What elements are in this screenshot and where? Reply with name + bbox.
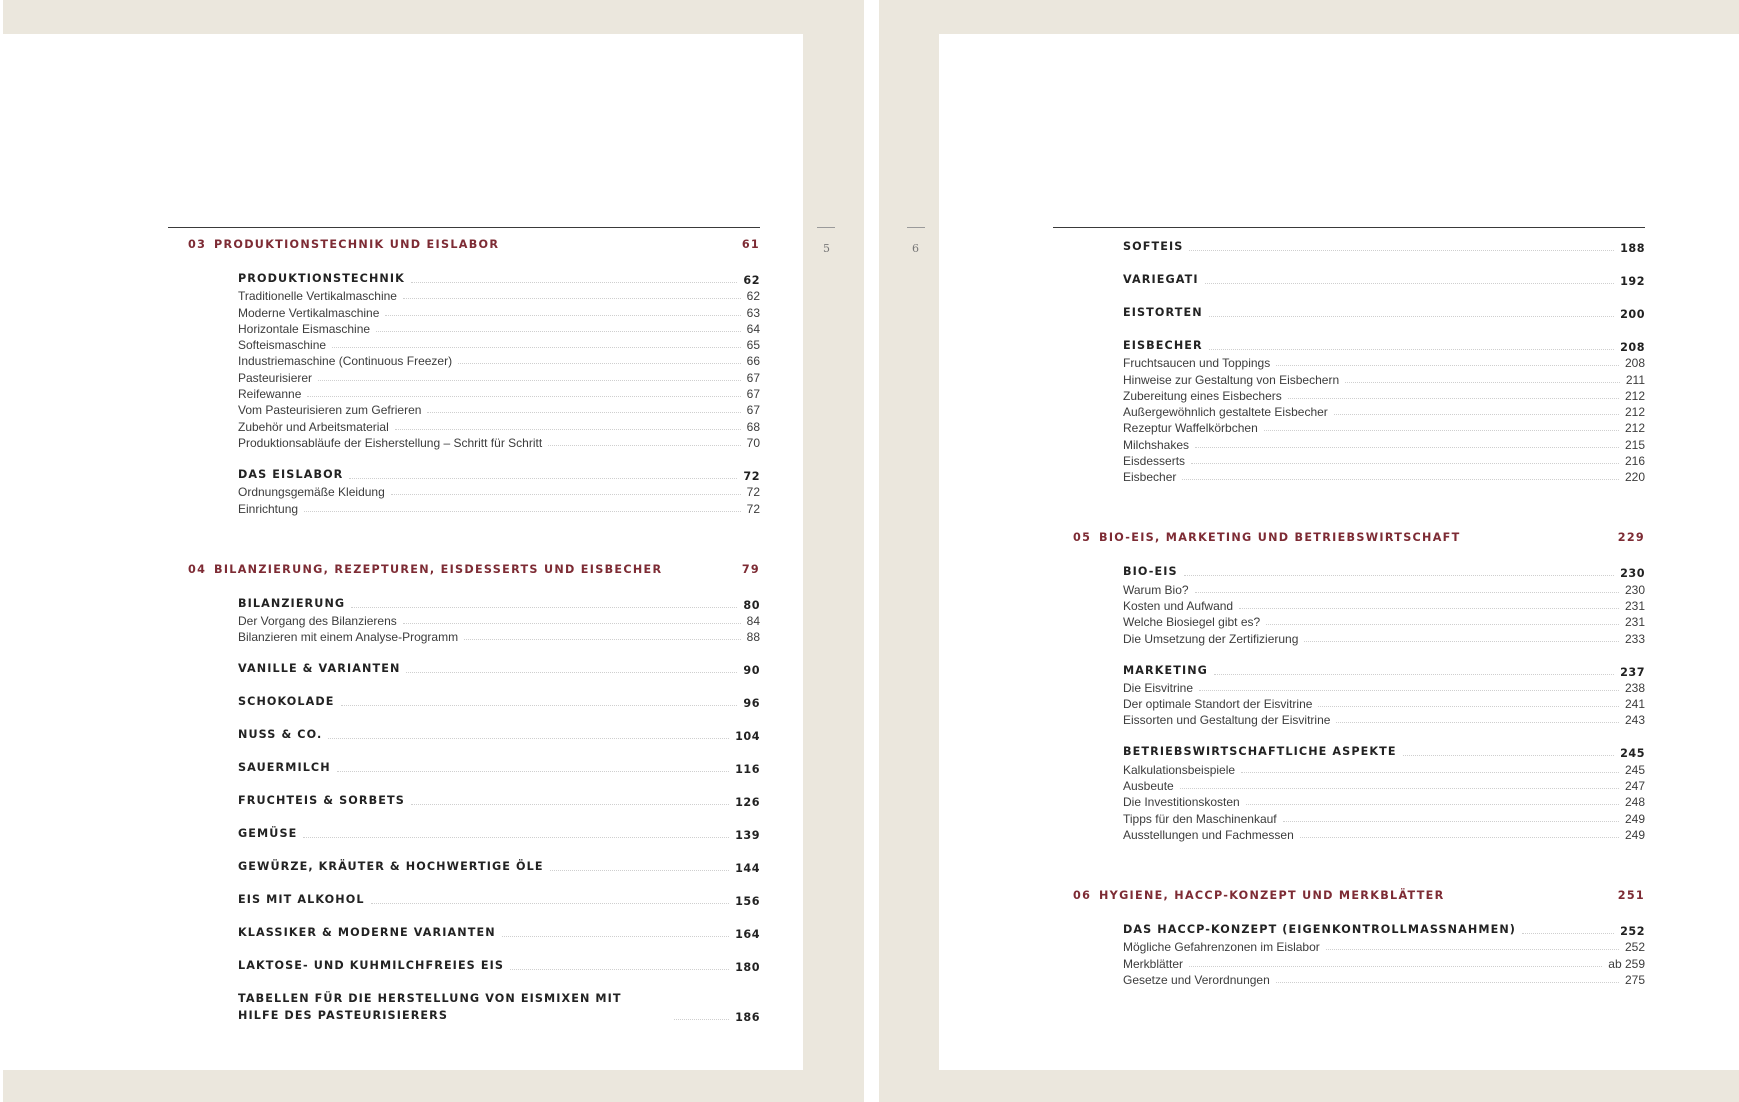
toc-section-title: KLASSIKER & MODERNE VARIANTEN — [238, 926, 496, 940]
toc-section-heading — [238, 858, 760, 875]
toc-section-title: VARIEGATI — [1123, 273, 1199, 286]
toc-entry — [238, 499, 760, 515]
toc-section-heading — [238, 924, 760, 941]
toc-leader-dots — [391, 494, 741, 495]
toc-leader-dots — [406, 672, 737, 673]
toc-entry-title: Tipps für den Maschinenkauf — [1123, 811, 1277, 826]
toc-entry — [1123, 711, 1645, 727]
left-page-number-rule — [817, 227, 835, 228]
toc-section — [1123, 743, 1645, 841]
toc-leader-dots — [332, 347, 741, 348]
toc-section-page: 230 — [1620, 567, 1645, 581]
toc-leader-dots — [1184, 575, 1615, 576]
toc-entry-title: Produktionsabläufe der Eisherstellung – Schritt für Schritt — [238, 435, 543, 450]
toc-section — [238, 660, 760, 677]
toc-entry — [238, 303, 760, 319]
toc-entry — [1123, 370, 1645, 386]
toc-entry-title: Eisdesserts — [1123, 454, 1186, 469]
toc-section — [238, 990, 760, 1024]
toc-entry-page: 249 — [1624, 811, 1645, 826]
toc-chapter-page: 61 — [741, 238, 760, 251]
toc-section-title: BILANZIERUNG — [238, 596, 346, 610]
toc-leader-dots — [1209, 349, 1614, 350]
toc-section-heading — [238, 693, 760, 710]
toc-entry-page: 62 — [746, 289, 760, 304]
toc-entry-title: Industriemaschine (Continuous Freezer) — [238, 354, 453, 369]
toc-entry — [1123, 452, 1645, 468]
toc-entry — [1123, 760, 1645, 776]
toc-entry-title: Vom Pasteurisieren zum Gefrieren — [238, 403, 422, 418]
toc-section — [238, 466, 760, 516]
toc-entry-page: 212 — [1624, 388, 1645, 403]
toc-leader-dots — [349, 478, 737, 479]
toc-entry-title: Hinweise zur Gestaltung von Eisbechern — [1123, 372, 1340, 387]
toc-section-heading — [1123, 337, 1645, 354]
toc-section-heading — [1123, 238, 1645, 255]
toc-section — [238, 595, 760, 645]
toc-entry — [238, 336, 760, 352]
toc-section — [238, 825, 760, 842]
toc-section — [238, 726, 760, 743]
toc-entry-title: Mögliche Gefahrenzonen im Eislabor — [1123, 940, 1320, 955]
toc-entry-title: Traditionelle Vertikalmaschine — [238, 289, 397, 304]
toc-entry-page: 231 — [1624, 598, 1645, 613]
toc-section-page: 116 — [735, 763, 760, 777]
toc-leader-dots — [403, 298, 741, 299]
toc-entry-page: 67 — [746, 370, 760, 385]
toc-section-title: GEMÜSE — [238, 827, 298, 841]
toc-entry-page: 70 — [746, 435, 760, 450]
toc-entry — [238, 417, 760, 433]
toc-section — [238, 924, 760, 941]
toc-entry-title: Eissorten und Gestaltung der Eisvitrine — [1123, 713, 1331, 728]
toc-section-heading — [1123, 271, 1645, 288]
toc-chapter-number: 05 — [1073, 531, 1092, 545]
toc-entry-title: Die Umsetzung der Zertifizierung — [1123, 631, 1299, 646]
toc-section-heading — [238, 595, 760, 612]
toc-entry — [1123, 629, 1645, 645]
toc-chapter-page: 79 — [741, 562, 760, 576]
toc-leader-dots — [1180, 788, 1619, 789]
toc-entry — [1123, 793, 1645, 809]
toc-leader-dots — [1276, 365, 1619, 366]
toc-entry-title: Die Eisvitrine — [1123, 680, 1194, 695]
toc-leader-dots — [1239, 608, 1619, 609]
toc-entry — [238, 287, 760, 303]
toc-entry — [1123, 387, 1645, 403]
toc-entry-title: Gesetze und Verordnungen — [1123, 972, 1270, 987]
toc-section-page: 237 — [1620, 665, 1645, 679]
toc-entry-page: 231 — [1624, 615, 1645, 630]
toc-section-title: EISBECHER — [1123, 339, 1203, 352]
toc-entry — [238, 434, 760, 450]
toc-leader-dots — [1195, 592, 1619, 593]
toc-entry-page: 241 — [1624, 697, 1645, 712]
toc-chapter-heading — [188, 563, 760, 581]
toc-leader-dots — [304, 511, 741, 512]
toc-section-page: 126 — [735, 796, 760, 810]
toc-leader-dots — [318, 380, 741, 381]
toc-leader-dots — [1318, 706, 1619, 707]
toc-section-heading — [1123, 743, 1645, 760]
toc-entry-title: Die Investitionskosten — [1123, 795, 1240, 810]
toc-leader-dots — [1336, 722, 1619, 723]
toc-entry — [1123, 468, 1645, 484]
toc-entry-page: 64 — [746, 321, 760, 336]
toc-chapter-number: 03 — [188, 238, 207, 251]
toc-entry-page: 63 — [746, 305, 760, 320]
toc-leader-dots — [1403, 755, 1615, 756]
toc-section-heading — [238, 466, 760, 483]
toc-leader-dots — [1300, 837, 1619, 838]
toc-section-title: EISTORTEN — [1123, 306, 1203, 319]
toc-section-title: FRUCHTEIS & SORBETS — [238, 794, 405, 808]
toc-entry-title: Bilanzieren mit einem Analyse-Programm — [238, 630, 459, 645]
toc-leader-dots — [1189, 966, 1602, 967]
toc-entry-page: ab 259 — [1608, 956, 1645, 971]
toc-leader-dots — [1241, 772, 1619, 773]
toc-entry-title: Ausbeute — [1123, 779, 1174, 794]
toc-leader-dots — [1288, 398, 1619, 399]
toc-entry — [1123, 954, 1645, 970]
toc-chapter-title: BIO-EIS, MARKETING UND BETRIEBSWIRTSCHAFT — [1099, 531, 1461, 545]
toc-entry-page: 67 — [746, 403, 760, 418]
toc-entry-page: 216 — [1624, 454, 1645, 469]
toc-entry-page: 238 — [1624, 680, 1645, 695]
toc-section-title: MARKETING — [1123, 663, 1208, 677]
toc-leader-dots — [458, 363, 741, 364]
toc-entry-page: 68 — [746, 419, 760, 434]
toc-leader-dots — [427, 412, 740, 413]
toc-entry-page: 252 — [1624, 940, 1645, 955]
toc-section — [238, 759, 760, 776]
right-page-number: 6 — [912, 242, 919, 255]
toc-entry-title: Der optimale Standort der Eisvitrine — [1123, 697, 1313, 712]
toc-entry-page: 211 — [1625, 372, 1645, 387]
toc-leader-dots — [1199, 690, 1619, 691]
toc-leader-dots — [1214, 674, 1614, 675]
toc-entry-page: 212 — [1624, 405, 1645, 420]
right-top-rule — [1053, 227, 1645, 228]
toc-entry-title: Außergewöhnlich gestaltete Eisbecher — [1123, 405, 1328, 420]
toc-entry-page: 212 — [1624, 421, 1645, 436]
toc-chapter-gap — [1073, 500, 1645, 531]
toc-leader-dots — [548, 445, 740, 446]
toc-section-heading — [238, 792, 760, 809]
toc-chapter-title: BILANZIERUNG, REZEPTUREN, EISDESSERTS UND EISBECHER — [214, 562, 663, 576]
toc-chapter-number: 04 — [188, 562, 207, 576]
toc-entry-page: 84 — [746, 613, 760, 628]
toc-entry — [238, 385, 760, 401]
toc-leader-dots — [1209, 316, 1614, 317]
left-top-rule — [168, 227, 760, 228]
toc-leader-dots — [1283, 821, 1619, 822]
toc-section-title: VANILLE & VARIANTEN — [238, 662, 401, 676]
toc-leader-dots — [1326, 949, 1619, 950]
toc-leader-dots — [337, 771, 729, 772]
toc-entry-page: 275 — [1624, 972, 1645, 987]
toc-leader-dots — [1189, 250, 1614, 251]
toc-section-title: EIS MIT ALKOHOL — [238, 893, 365, 907]
toc-section-title: PRODUKTIONSTECHNIK — [238, 272, 405, 285]
toc-section-page: 139 — [735, 829, 760, 843]
toc-entry-page: 65 — [746, 338, 760, 353]
toc-section — [1123, 271, 1645, 288]
toc-chapter-page: 251 — [1617, 888, 1645, 902]
right-page-number-rule — [907, 227, 925, 228]
toc-section-title: LAKTOSE- UND KUHMILCHFREIES EIS — [238, 959, 504, 973]
toc-section-page: 186 — [735, 1011, 760, 1025]
toc-section-page: 80 — [743, 598, 760, 612]
left-page-number: 5 — [823, 242, 830, 255]
toc-leader-dots — [1264, 430, 1619, 431]
toc-chapter-title: HYGIENE, HACCP-KONZEPT UND MERKBLÄTTER — [1099, 888, 1445, 902]
toc-leader-dots — [411, 804, 729, 805]
toc-section-heading — [238, 726, 760, 743]
toc-section-heading — [238, 891, 760, 908]
toc-entry-title: Kalkulationsbeispiele — [1123, 762, 1236, 777]
toc-entry — [1123, 971, 1645, 987]
toc-entry — [1123, 679, 1645, 695]
toc-section-page: 156 — [735, 895, 760, 909]
toc-leader-dots — [385, 315, 740, 316]
toc-entry — [1123, 580, 1645, 596]
toc-section-page: 208 — [1620, 341, 1645, 354]
toc-section-page: 72 — [743, 469, 760, 483]
toc-entry-page: 230 — [1624, 582, 1645, 597]
toc-leader-dots — [307, 396, 740, 397]
toc-section-heading — [1123, 304, 1645, 321]
toc-entry — [238, 483, 760, 499]
toc-entry-page: 67 — [746, 387, 760, 402]
toc-section-title: DAS EISLABOR — [238, 467, 344, 481]
toc-entry-title: Rezeptur Waffelkörbchen — [1123, 421, 1258, 436]
toc-entry — [238, 352, 760, 368]
toc-section — [1123, 921, 1645, 987]
toc-entry — [1123, 938, 1645, 954]
toc-section-title: SAUERMILCH — [238, 761, 331, 775]
toc-entry-title: Zubehör und Arbeitsmaterial — [238, 419, 389, 434]
toc-entry — [238, 401, 760, 417]
toc-chapter-heading — [1073, 889, 1645, 907]
toc-leader-dots — [1276, 982, 1619, 983]
toc-leader-dots — [341, 705, 738, 706]
toc-right-column — [1073, 238, 1645, 1003]
toc-entry-title: Ordnungsgemäße Kleidung — [238, 485, 385, 500]
toc-entry-title: Warum Bio? — [1123, 582, 1189, 597]
toc-section — [1123, 337, 1645, 484]
toc-section-heading — [238, 270, 760, 287]
toc-section — [238, 858, 760, 875]
toc-entry-title: Eisbecher — [1123, 470, 1177, 485]
toc-entry — [1123, 435, 1645, 451]
toc-leader-dots — [1182, 479, 1619, 480]
toc-leader-dots — [1195, 447, 1619, 448]
toc-entry-title: Moderne Vertikalmaschine — [238, 305, 380, 320]
toc-section — [1123, 304, 1645, 321]
toc-entry-page: 215 — [1624, 437, 1645, 452]
toc-section-title: NUSS & CO. — [238, 728, 323, 742]
toc-entry-title: Fruchtsaucen und Toppings — [1123, 356, 1271, 371]
toc-leader-dots — [1191, 463, 1619, 464]
toc-entry-page: 220 — [1624, 470, 1645, 485]
toc-entry-page: 248 — [1624, 795, 1645, 810]
toc-leader-dots — [510, 969, 729, 970]
toc-entry-page: 88 — [746, 630, 760, 645]
toc-section-page: 90 — [743, 664, 760, 678]
toc-section-page: 164 — [735, 928, 760, 942]
toc-chapter-gap — [188, 532, 760, 563]
toc-entry-page: 72 — [746, 501, 760, 516]
toc-leader-dots — [1334, 414, 1619, 415]
toc-chapter-title: PRODUKTIONSTECHNIK UND EISLABOR — [214, 238, 500, 251]
toc-chapter-heading — [188, 238, 760, 256]
toc-entry — [238, 368, 760, 384]
toc-leader-dots — [1522, 933, 1614, 934]
toc-entry-page: 245 — [1624, 762, 1645, 777]
toc-section-heading — [238, 660, 760, 677]
toc-leader-dots — [328, 738, 729, 739]
toc-section-page: 144 — [735, 862, 760, 876]
toc-section-title: DAS HACCP-KONZEPT (EIGENKONTROLLMASSNAHMEN) — [1123, 922, 1517, 936]
toc-entry-page: 247 — [1624, 779, 1645, 794]
toc-entry — [238, 612, 760, 628]
toc-section-title: GEWÜRZE, KRÄUTER & HOCHWERTIGE ÖLE — [238, 860, 544, 874]
toc-leader-dots — [1304, 641, 1619, 642]
toc-section — [1123, 662, 1645, 728]
toc-entry — [1123, 809, 1645, 825]
toc-section-page: 180 — [735, 961, 760, 975]
book-gutter — [864, 0, 879, 1102]
toc-section-heading — [238, 825, 760, 842]
toc-section-title: BETRIEBSWIRTSCHAFTLICHE ASPEKTE — [1123, 745, 1397, 759]
toc-entry — [1123, 597, 1645, 613]
toc-entry-title: Der Vorgang des Bilanzierens — [238, 613, 397, 628]
toc-section — [1123, 563, 1645, 645]
toc-entry-title: Kosten und Aufwand — [1123, 598, 1234, 613]
toc-section-page: 192 — [1620, 275, 1645, 288]
toc-leader-dots — [674, 1019, 729, 1020]
toc-section — [238, 957, 760, 974]
toc-section-heading — [238, 759, 760, 776]
toc-leader-dots — [351, 607, 737, 608]
toc-leader-dots — [1266, 624, 1619, 625]
toc-entry — [1123, 419, 1645, 435]
toc-entry — [1123, 695, 1645, 711]
toc-leader-dots — [464, 639, 741, 640]
toc-entry-title: Einrichtung — [238, 501, 299, 516]
toc-entry-page: 66 — [746, 354, 760, 369]
toc-entry — [1123, 826, 1645, 842]
toc-section-title: SCHOKOLADE — [238, 695, 335, 709]
toc-section — [238, 891, 760, 908]
toc-leader-dots — [550, 870, 730, 871]
toc-leader-dots — [1205, 283, 1614, 284]
toc-leader-dots — [502, 936, 729, 937]
toc-entry-title: Milchshakes — [1123, 437, 1190, 452]
toc-entry — [1123, 613, 1645, 629]
toc-section-title: TABELLEN FÜR DIE HERSTELLUNG VON EISMIXEN MIT HILFE DES PASTEURISIERERS — [238, 992, 622, 1023]
toc-section-title: SOFTEIS — [1123, 240, 1184, 253]
toc-section-heading — [1123, 662, 1645, 679]
toc-leader-dots — [1345, 382, 1620, 383]
toc-entry-page: 208 — [1624, 356, 1645, 371]
toc-chapter-heading — [1073, 531, 1645, 549]
toc-leader-dots — [303, 837, 729, 838]
toc-entry — [1123, 354, 1645, 370]
toc-section — [1123, 238, 1645, 255]
toc-entry-title: Reifewanne — [238, 387, 302, 402]
toc-chapter-gap — [1073, 858, 1645, 889]
toc-section-heading — [238, 957, 760, 974]
toc-section-page: 96 — [743, 697, 760, 711]
toc-entry — [238, 628, 760, 644]
toc-chapter-number: 06 — [1073, 888, 1092, 902]
toc-section-heading — [1123, 563, 1645, 580]
toc-entry-title: Pasteurisierer — [238, 370, 313, 385]
toc-leader-dots — [411, 282, 737, 283]
toc-section-page: 245 — [1620, 747, 1645, 761]
toc-section — [238, 792, 760, 809]
toc-entry-title: Softeismaschine — [238, 338, 327, 353]
toc-section-page: 252 — [1620, 924, 1645, 938]
toc-leader-dots — [376, 331, 741, 332]
toc-section-heading — [1123, 921, 1645, 938]
toc-left-column — [188, 238, 760, 1040]
toc-section — [238, 693, 760, 710]
toc-section-heading — [238, 990, 760, 1024]
toc-entry-page: 72 — [746, 485, 760, 500]
toc-entry — [1123, 403, 1645, 419]
toc-section-page: 188 — [1620, 242, 1645, 255]
toc-entry-page: 249 — [1624, 827, 1645, 842]
toc-entry-title: Ausstellungen und Fachmessen — [1123, 827, 1294, 842]
toc-leader-dots — [1246, 804, 1619, 805]
toc-entry — [1123, 777, 1645, 793]
toc-leader-dots — [371, 903, 730, 904]
toc-entry-title: Welche Biosiegel gibt es? — [1123, 615, 1261, 630]
toc-leader-dots — [395, 429, 741, 430]
toc-chapter-page: 229 — [1617, 531, 1645, 545]
toc-leader-dots — [403, 623, 741, 624]
toc-entry-page: 233 — [1624, 631, 1645, 646]
toc-entry — [238, 320, 760, 336]
toc-section-title: BIO-EIS — [1123, 565, 1178, 579]
toc-entry-page: 243 — [1624, 713, 1645, 728]
toc-section-page: 104 — [735, 730, 760, 744]
toc-entry-title: Horizontale Eismaschine — [238, 321, 371, 336]
toc-entry-title: Zubereitung eines Eisbechers — [1123, 388, 1282, 403]
toc-section-page: 62 — [743, 274, 760, 287]
toc-section-page: 200 — [1620, 308, 1645, 321]
toc-section — [238, 270, 760, 450]
toc-entry-title: Merkblätter — [1123, 956, 1184, 971]
